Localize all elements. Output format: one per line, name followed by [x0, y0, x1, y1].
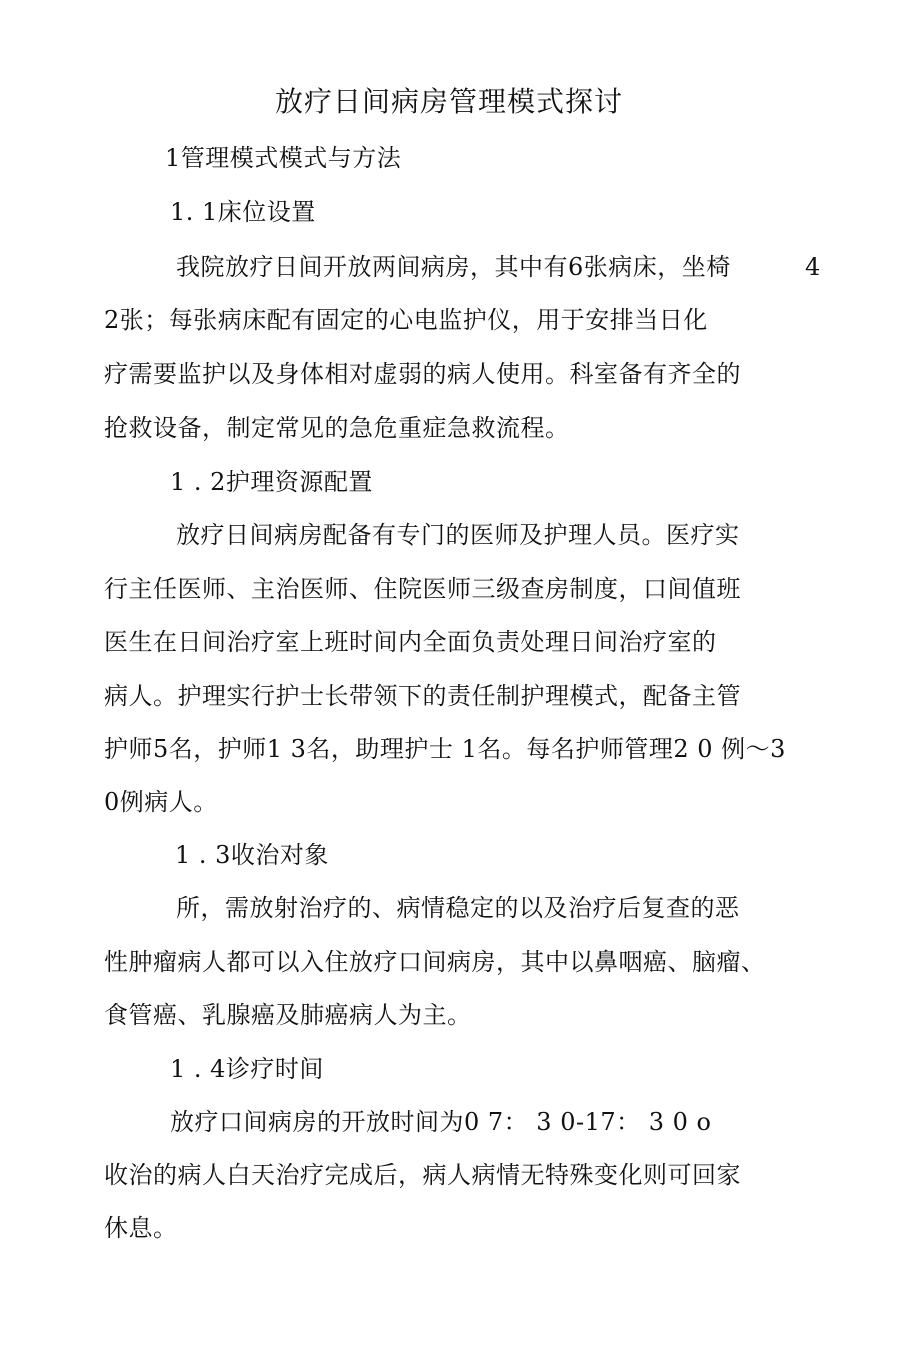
- paragraph-line: 医生在日间治疗室上班时间内全面负责处理日间治疗室的: [104, 628, 717, 656]
- paragraph-line: 护师5名，护师1 3名，助理护士 1名。每名护师管理2 0 例～3: [104, 735, 786, 763]
- paragraph-line: 食管癌、乳腺癌及肺癌病人为主。: [104, 1001, 472, 1029]
- subsection-heading: 1 . 4诊疗时间: [170, 1055, 324, 1083]
- subsection-heading: 1 . 2护理资源配置: [170, 468, 373, 496]
- paragraph-line: 我院放疗日间开放两间病房，其中有6张病床，坐椅: [176, 253, 731, 281]
- paragraph-line: 性肿瘤病人都可以入住放疗口间病房，其中以鼻咽癌、脑瘤、: [104, 948, 766, 976]
- paragraph-line: 休息。: [104, 1214, 178, 1242]
- paragraph-line: 收治的病人白天治疗完成后，病人病情无特殊变化则可回家: [104, 1161, 741, 1189]
- paragraph-line: 4: [805, 253, 821, 281]
- subsection-heading: 1. 1床位设置: [170, 198, 316, 226]
- paragraph-line: 病人。护理实行护士长带领下的责任制护理模式，配备主管: [104, 682, 741, 710]
- paragraph-line: 2张；每张病床配有固定的心电监护仪，用于安排当日化: [104, 306, 708, 334]
- paragraph-line: 抢救设备，制定常见的急危重症急救流程。: [104, 414, 570, 442]
- document-title: 放疗日间病房管理模式探讨: [275, 85, 624, 118]
- paragraph-line: 放疗口间病房的开放时间为0 7： 3 0-17： 3 0 o: [170, 1108, 712, 1136]
- paragraph-line: 行主任医师、主治医师、住院医师三级查房制度，口间值班: [104, 575, 741, 603]
- paragraph-line: 放疗日间病房配备有专门的医师及护理人员。医疗实: [176, 521, 740, 549]
- paragraph-line: 疗需要监护以及身体相对虚弱的病人使用。科室备有齐全的: [104, 360, 741, 388]
- subsection-heading: 1 . 3收治对象: [175, 841, 329, 869]
- paragraph-line: 0例病人。: [104, 788, 218, 816]
- paragraph-line: 所，需放射治疗的、病情稳定的以及治疗后复查的恶: [176, 894, 740, 922]
- section-heading: 1管理模式模式与方法: [165, 144, 402, 172]
